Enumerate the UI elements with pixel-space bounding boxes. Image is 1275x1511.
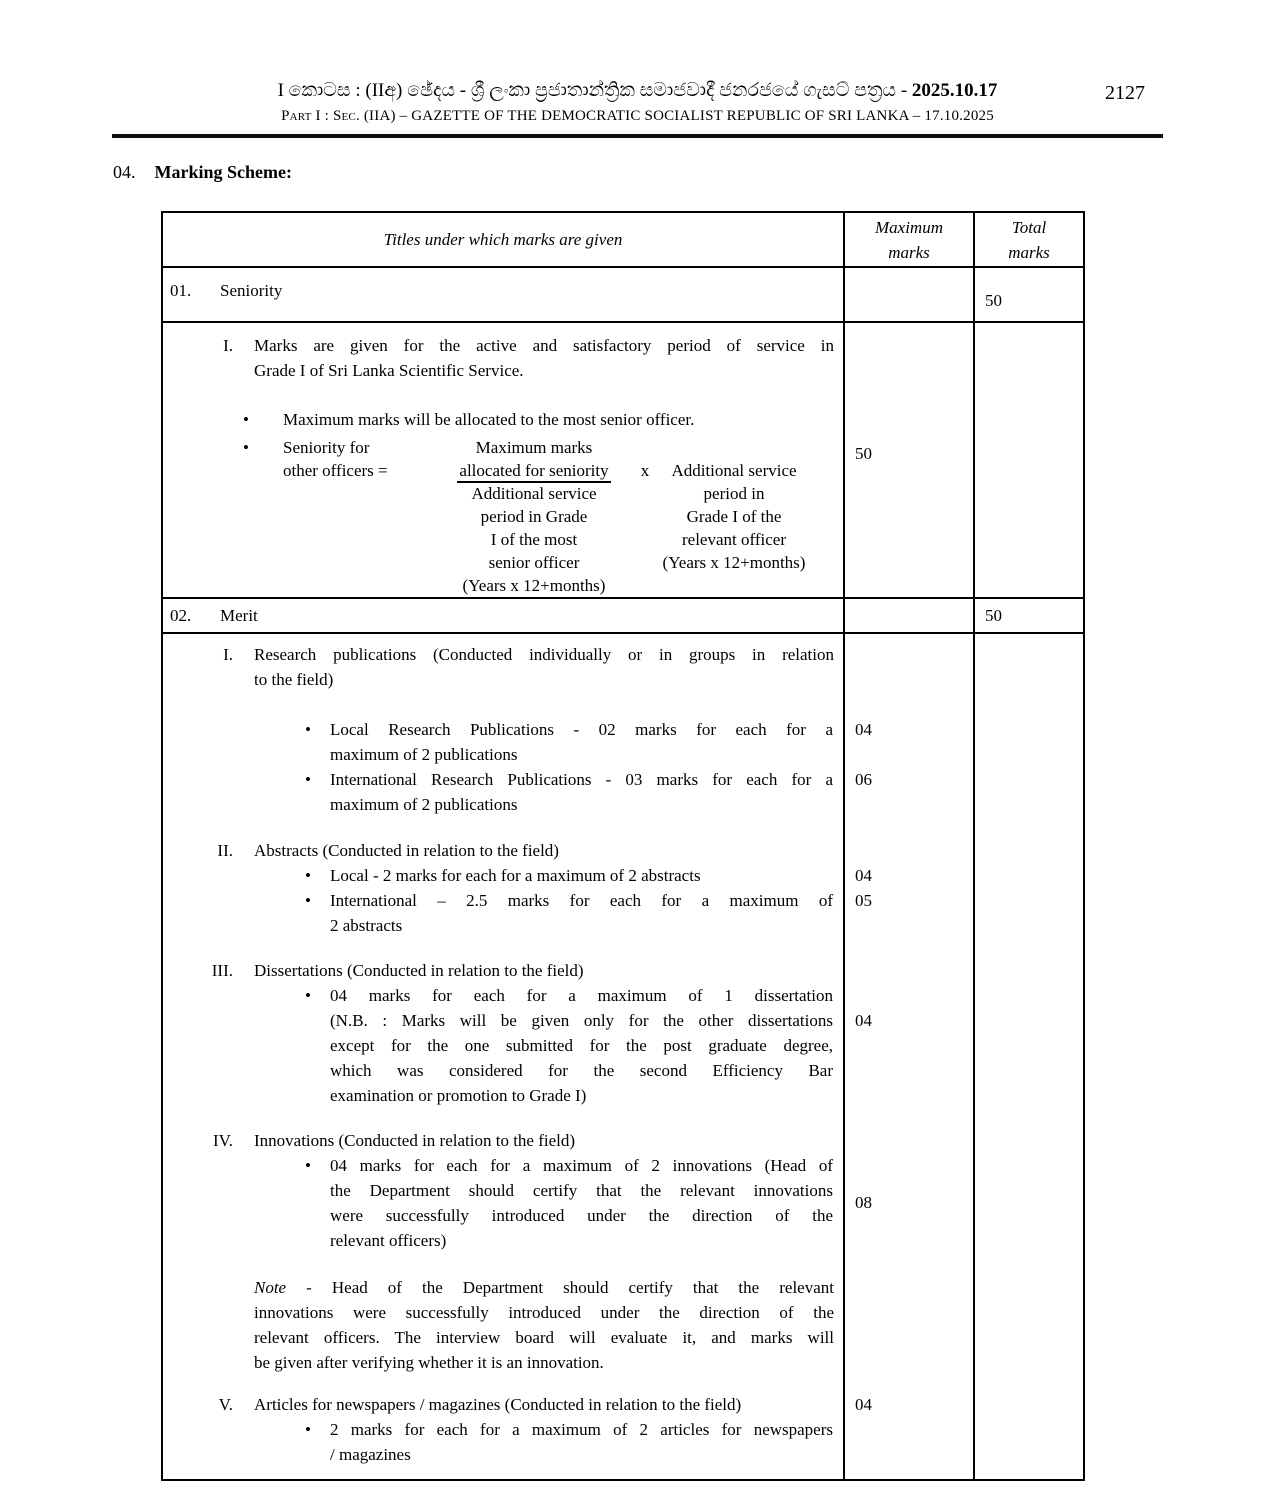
item-numeral: I. bbox=[223, 645, 233, 664]
text-line: Innovations (Conducted in relation to the field) bbox=[254, 1131, 576, 1150]
text-line: Abstracts (Conducted in relation to the field) bbox=[254, 841, 559, 860]
text-line: 2 abstracts bbox=[330, 916, 403, 935]
text-line: Research publications (Conducted individually or in groups in relation bbox=[254, 645, 834, 664]
bullet-item bbox=[163, 888, 843, 938]
text-line: relevant officers. The interview board will evaluate it, and marks will bbox=[254, 1328, 834, 1347]
text-line: / magazines bbox=[330, 1445, 411, 1464]
row-seniority-label bbox=[163, 268, 843, 303]
seniority-formula bbox=[163, 436, 843, 597]
header-sinhala-text: I කොටස : (IIඅ) ඡේදය - ශ්‍රී ලංකා ප්‍රජාතාන්ත්‍රික සමාජවාදී ජනරජයේ ගැසට් පත්‍රය - bbox=[277, 80, 908, 101]
bullet-marker: • bbox=[305, 770, 311, 789]
page-number: 2127 bbox=[1105, 82, 1145, 104]
text-line: innovations were successfully introduced under the direction of the bbox=[254, 1303, 834, 1322]
formula-line: relevant officer bbox=[682, 530, 786, 549]
header-sinhala-date: 2025.10.17 bbox=[911, 80, 998, 101]
section-number: 04. bbox=[113, 162, 136, 182]
seniority-total-marks: 50 bbox=[985, 291, 1002, 310]
header-english-line bbox=[112, 106, 1163, 126]
text-line: 04 marks for each for a maximum of 1 dissertation bbox=[330, 986, 833, 1005]
table-header-row bbox=[163, 213, 1083, 268]
formula-line: I of the most bbox=[490, 530, 578, 549]
formula-line: period in Grade bbox=[480, 507, 588, 526]
row-title: Merit bbox=[220, 606, 258, 625]
header-english-part: Part I : Sec. (IIA) bbox=[281, 108, 396, 124]
text-line: the Department should certify that the relevant innovations bbox=[330, 1181, 833, 1200]
merit-item-5 bbox=[163, 1392, 843, 1417]
text-line: be given after verifying whether it is an innovation. bbox=[254, 1353, 604, 1372]
merit-item-4 bbox=[163, 1128, 843, 1153]
max-marks-value: 06 bbox=[855, 770, 872, 789]
text-line: 2 marks for each for a maximum of 2 articles for newspapers bbox=[330, 1420, 833, 1439]
text-line: examination or promotion to Grade I) bbox=[330, 1086, 587, 1105]
bullet-marker: • bbox=[305, 1420, 311, 1439]
page-header bbox=[112, 78, 1163, 138]
row-merit-detail bbox=[163, 634, 1083, 1479]
bullet-item bbox=[163, 717, 843, 767]
formula-line: other officers = bbox=[283, 461, 388, 480]
text-line: Note - Head of the Department should certify that the relevant bbox=[254, 1278, 834, 1297]
formula-line: Grade I of the bbox=[686, 507, 782, 526]
text-line: maximum of 2 publications bbox=[330, 795, 518, 814]
bullet-marker: • bbox=[305, 1156, 311, 1175]
seniority-bullet-1 bbox=[163, 407, 843, 432]
formula-line: Seniority for bbox=[283, 438, 370, 457]
text-line: were successfully introduced under the direction of the bbox=[330, 1206, 833, 1225]
formula-line: (Years x 12+months) bbox=[462, 576, 606, 595]
note-label: Note bbox=[254, 1278, 287, 1297]
text-line: Marks are given for the active and satisfactory period of service in bbox=[254, 336, 834, 355]
row-merit bbox=[163, 599, 1083, 634]
item-numeral: III. bbox=[211, 961, 233, 980]
formula-line: (Years x 12+months) bbox=[662, 553, 806, 572]
bullet-item bbox=[163, 767, 843, 817]
col-header-titles: Titles under which marks are given bbox=[163, 213, 845, 266]
max-marks-value: 04 bbox=[855, 1011, 872, 1030]
max-marks-value: 04 bbox=[855, 1395, 872, 1414]
bullet-marker: • bbox=[305, 986, 311, 1005]
row-title: Seniority bbox=[220, 281, 283, 300]
bullet-item bbox=[163, 863, 843, 888]
text-line: to the field) bbox=[254, 670, 334, 689]
header-rule bbox=[112, 134, 1163, 138]
row-number: 02. bbox=[170, 606, 192, 625]
formula-line: Additional service bbox=[671, 461, 797, 480]
text-line: Grade I of Sri Lanka Scientific Service. bbox=[254, 361, 524, 380]
text-line: Maximum marks will be allocated to the most senior officer. bbox=[283, 410, 695, 429]
row-merit-label bbox=[163, 599, 843, 628]
col-header-total: Total marks bbox=[1008, 217, 1050, 262]
max-marks-value: 04 bbox=[855, 866, 872, 885]
max-marks-value: 08 bbox=[855, 1193, 872, 1212]
row-seniority-detail bbox=[163, 323, 1083, 599]
item-numeral: I. bbox=[223, 336, 233, 355]
multiply-sign: x bbox=[640, 461, 650, 480]
row-number: 01. bbox=[170, 281, 192, 300]
text-line: 04 marks for each for a maximum of 2 innovations (Head of bbox=[330, 1156, 833, 1175]
max-marks-value: 05 bbox=[855, 891, 872, 910]
text-line: International Research Publications - 03 marks for each for a bbox=[330, 770, 833, 789]
marking-scheme-table bbox=[161, 211, 1085, 1481]
merit-item-1 bbox=[163, 642, 843, 692]
seniority-max-marks: 50 bbox=[855, 444, 872, 463]
item-numeral: II. bbox=[217, 841, 233, 860]
item-numeral: V. bbox=[218, 1395, 233, 1414]
note-paragraph bbox=[254, 1275, 834, 1375]
bullet-item bbox=[163, 983, 843, 1108]
max-marks-value: 04 bbox=[855, 720, 872, 739]
formula-line: senior officer bbox=[488, 553, 580, 572]
col-header-max: Maximum marks bbox=[845, 213, 975, 266]
bullet-marker: • bbox=[243, 410, 249, 429]
formula-line: period in bbox=[703, 484, 765, 503]
text-line: which was considered for the second Efficiency Bar bbox=[330, 1061, 833, 1080]
merit-item-3 bbox=[163, 958, 843, 983]
text-line: International – 2.5 marks for each for a maximum of bbox=[330, 891, 833, 910]
section-title: Marking Scheme: bbox=[154, 162, 292, 182]
text-line: except for the one submitted for the post graduate degree, bbox=[330, 1036, 833, 1055]
formula-fraction-bar: allocated for seniority bbox=[436, 459, 632, 482]
text-line: Local - 2 marks for each for a maximum of 2 abstracts bbox=[330, 866, 701, 885]
item-numeral: IV. bbox=[213, 1131, 233, 1150]
header-sinhala-line bbox=[112, 78, 1163, 104]
row-seniority bbox=[163, 268, 1083, 323]
merit-item-2 bbox=[163, 838, 843, 863]
merit-total-marks: 50 bbox=[985, 606, 1002, 625]
header-english-rest: – GAZETTE OF THE DEMOCRATIC SOCIALIST REPUBLIC OF SRI LANKA – 17.10.2025 bbox=[399, 108, 994, 124]
text-line: maximum of 2 publications bbox=[330, 745, 518, 764]
bullet-marker: • bbox=[305, 891, 311, 910]
formula-numerator: Maximum marks bbox=[475, 438, 593, 457]
text-line: Articles for newspapers / magazines (Conducted in relation to the field) bbox=[254, 1395, 742, 1414]
seniority-item bbox=[163, 333, 843, 383]
text-line: Local Research Publications - 02 marks for each for a bbox=[330, 720, 833, 739]
bullet-item bbox=[163, 1417, 843, 1467]
text-line: (N.B. : Marks will be given only for the other dissertations bbox=[330, 1011, 833, 1030]
bullet-marker: • bbox=[243, 438, 249, 457]
bullet-item bbox=[163, 1153, 843, 1253]
text-line: relevant officers) bbox=[330, 1231, 447, 1250]
text-line: Dissertations (Conducted in relation to the field) bbox=[254, 961, 584, 980]
section-heading bbox=[112, 162, 1163, 183]
bullet-marker: • bbox=[305, 866, 311, 885]
bullet-marker: • bbox=[305, 720, 311, 739]
formula-line: Additional service bbox=[471, 484, 597, 503]
